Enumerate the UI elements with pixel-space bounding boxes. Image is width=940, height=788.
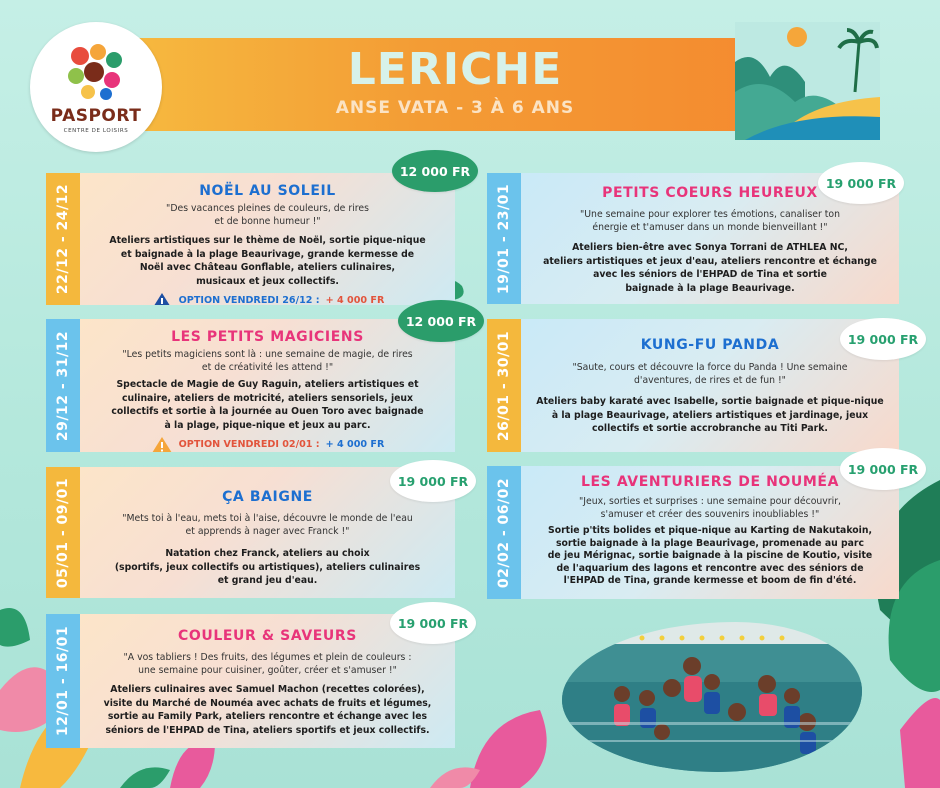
session-dates: 22/12 - 24/12 xyxy=(55,183,71,295)
date-strip xyxy=(46,319,80,452)
date-strip xyxy=(487,173,521,304)
logo-tagline: CENTRE DE LOISIRS xyxy=(63,128,129,134)
date-strip xyxy=(46,467,80,598)
session-option xyxy=(90,292,445,305)
session-quote: "A vos tabliers ! Des fruits, des légumes et plein de couleurs : une semaine pour cuisiner, goûter, créer et s'amuser !" xyxy=(123,652,412,676)
session-option xyxy=(90,436,445,452)
session-description: Ateliers culinaires avec Samuel Machon (recettes colorées), visite du Marché de Nouméa avec achats de fruits et légumes, sortie au Family Park, ateliers rencontre et échange avec les séniors de l'EHPAD de Tina, ateliers sportifs et jeux collectifs. xyxy=(103,684,432,736)
session-description: Ateliers baby karaté avec Isabelle, sortie baignade et pique-nique à la plage Beaurivage, ateliers artistiques et jardinage, jeux collectifs et sortie accrobranche au Titi Park. xyxy=(536,396,884,435)
session-quote: "Saute, cours et découvre la force du Panda ! Une semaine d'aventures, de rires et de fun !" xyxy=(572,362,848,386)
page-subtitle: ANSE VATA - 3 À 6 ANS xyxy=(335,98,575,118)
price-tag: 12 000 FR xyxy=(398,300,484,342)
session-quote: "Mets toi à l'eau, mets toi à l'aise, découvre le monde de l'eau et apprends à nager avec Franck !" xyxy=(122,513,413,537)
price-tag: 19 000 FR xyxy=(840,448,926,490)
pasport-logo xyxy=(30,22,162,152)
date-strip xyxy=(46,173,80,305)
price-tag: 19 000 FR xyxy=(390,602,476,644)
session-card xyxy=(487,319,899,452)
session-dates: 19/01 - 23/01 xyxy=(496,183,512,294)
session-dates: 05/01 - 09/01 xyxy=(55,477,71,588)
price-tag: 12 000 FR xyxy=(392,150,478,192)
session-title: LES PETITS MAGICIENS xyxy=(171,329,364,345)
session-description: Spectacle de Magie de Guy Raguin, ateliers artistiques et culinaire, ateliers de motricité, ateliers sensoriels, jeux collectifs et sortie à la journée au Ouen Toro avec baignade à la plage, pique-nique et jeux au parc. xyxy=(111,379,424,431)
session-dates: 26/01 - 30/01 xyxy=(496,330,512,441)
session-quote: "Des vacances pleines de couleurs, de rires et de bonne humeur !" xyxy=(166,203,369,227)
session-dates: 02/02 - 06/02 xyxy=(496,477,512,588)
session-description: Natation chez Franck, ateliers au choix (sportifs, jeux collectifs ou artistiques), ateliers culinaires et grand jeu d'eau. xyxy=(114,548,421,587)
session-card xyxy=(46,319,455,452)
price-tag: 19 000 FR xyxy=(818,162,904,204)
warning-icon xyxy=(151,436,173,452)
session-quote: "Une semaine pour explorer tes émotions, canaliser ton énergie et t'amuser dans un monde bienveillant !" xyxy=(579,209,841,233)
session-title: LES AVENTURIERS DE NOUMÉA xyxy=(580,474,840,490)
date-strip xyxy=(487,466,521,599)
session-description: Sortie p'tits bolides et pique-nique au Karting de Nakutakoin, sortie baignade à la plage Beaurivage, promenade au parc de jeu Mérignac, sortie baignade à la piscine de Koutio, visite de l'aquarium des lagons et rencontre avec des séniors de l'EHPAD de Tina, grande kermesse et boom de fin d'été. xyxy=(547,525,873,587)
session-title: ÇA BAIGNE xyxy=(222,489,313,505)
session-quote: "Les petits magiciens sont là : une semaine de magie, de rires et de créativité les attend !" xyxy=(122,349,413,373)
option-price: + 4 000 FR xyxy=(325,295,385,305)
beach-landscape-illustration xyxy=(735,22,880,140)
session-quote: "Jeux, sorties et surprises : une semaine pour découvrir, s'amuser et créer des souvenirs inoubliables !" xyxy=(579,496,841,520)
session-card xyxy=(487,466,899,599)
logo-fruit-icon xyxy=(64,42,128,102)
session-title: COULEUR & SAVEURS xyxy=(178,628,357,644)
session-card xyxy=(46,173,455,305)
session-dates: 29/12 - 31/12 xyxy=(55,330,71,441)
option-label: OPTION VENDREDI 26/12 : xyxy=(178,295,320,305)
session-dates: 12/01 - 16/01 xyxy=(55,625,71,737)
session-title: KUNG-FU PANDA xyxy=(640,337,780,353)
price-tag: 19 000 FR xyxy=(840,318,926,360)
session-title: NOËL AU SOLEIL xyxy=(199,183,336,199)
date-strip xyxy=(46,614,80,748)
date-strip xyxy=(487,319,521,452)
warning-icon xyxy=(151,292,173,305)
option-price: + 4 000 FR xyxy=(325,439,385,451)
session-card xyxy=(46,614,455,748)
session-title: PETITS COEURS HEUREUX xyxy=(602,185,818,201)
session-description: Ateliers bien-être avec Sonya Torrani de ATHLEA NC, ateliers artistiques et jeux d'eau, ateliers rencontre et échange avec les séniors de l'EHPAD de Tina et sortie baignade à la plage Beaurivage. xyxy=(543,242,877,294)
option-label: OPTION VENDREDI 02/01 : xyxy=(178,439,320,451)
session-description: Ateliers artistiques sur le thème de Noël, sortie pique-nique et baignade à la plage Beaurivage, grande kermesse de Noël avec Château Gonflable, ateliers culinaires, musicaux et jeux collectifs. xyxy=(109,235,426,287)
page-title: LERICHE xyxy=(347,44,563,95)
price-tag: 19 000 FR xyxy=(390,460,476,502)
logo-brand-name: PASPORT xyxy=(50,106,142,126)
